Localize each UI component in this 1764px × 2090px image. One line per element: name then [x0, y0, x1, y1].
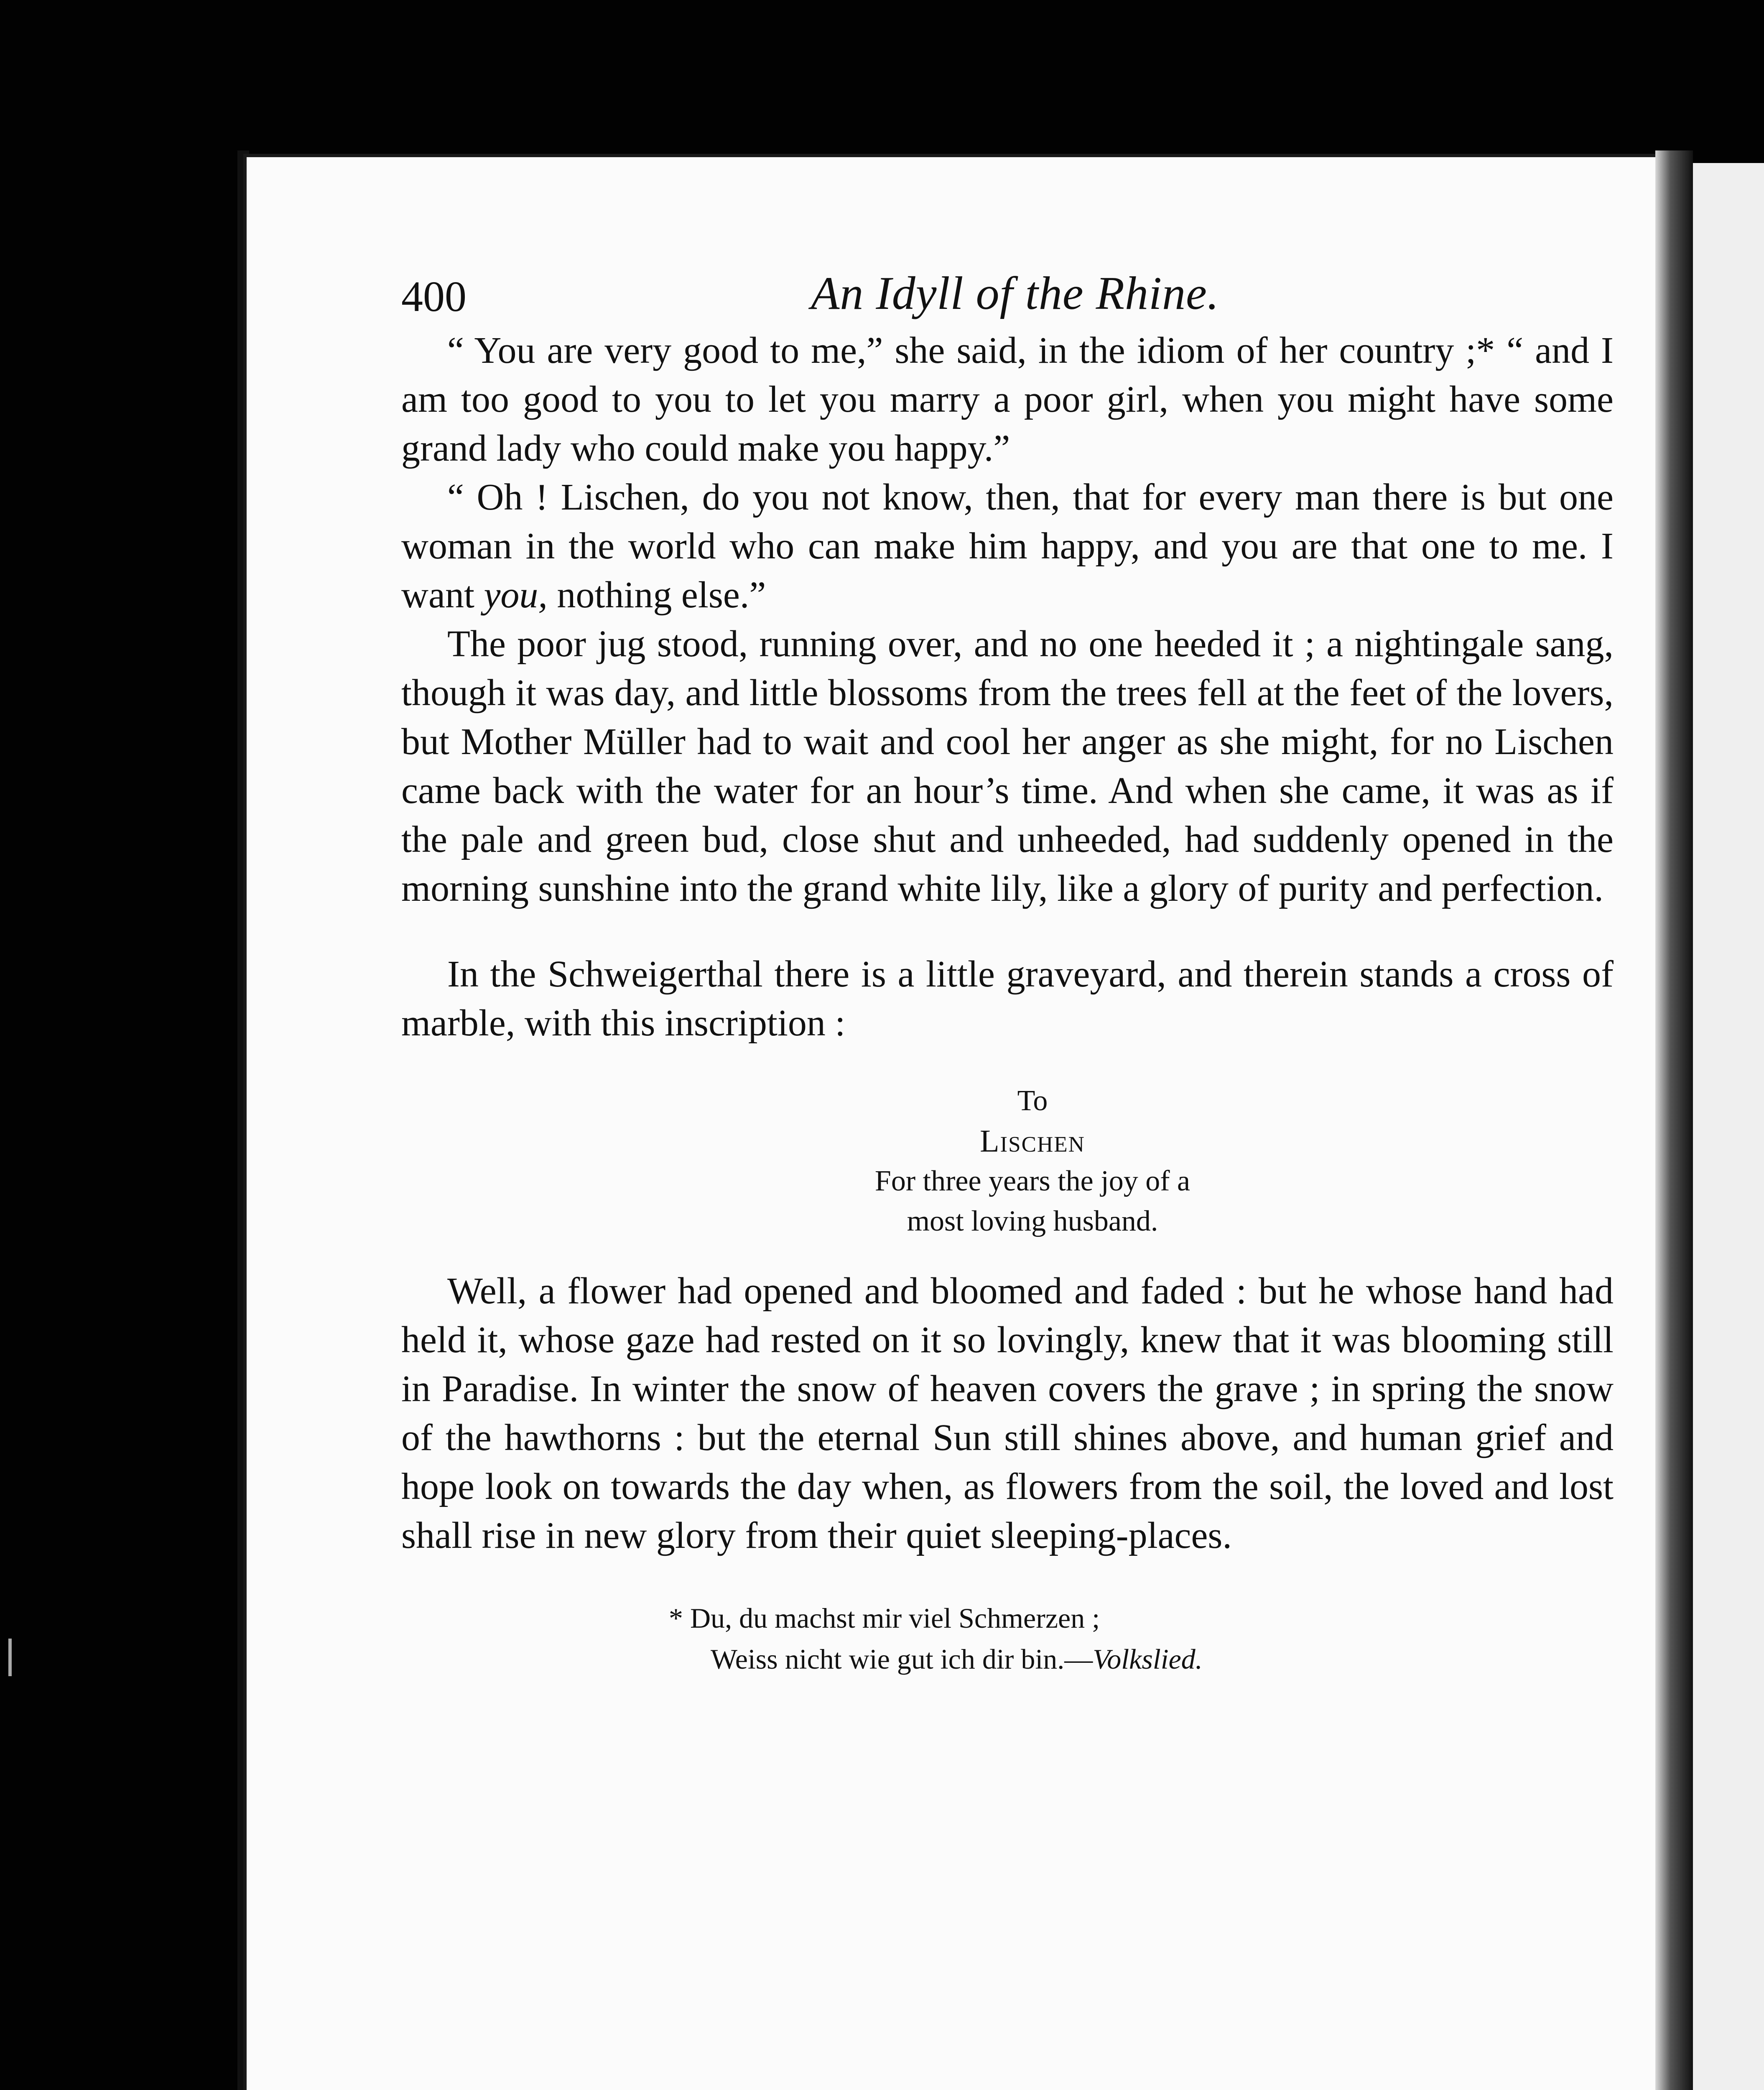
- footnote-line: * Du, du machst mir viel Schmerzen ;: [669, 1602, 1100, 1634]
- paragraph: The poor jug stood, running over, and no one heeded it ; a nightingale sang, though it was day, and little blossoms from the trees fell at the feet of the lovers, but Mother Müller had to wait and cool her anger as she might, for no Lischen came back with the water for an hour’s time. And when she came, it was as if the pale and green bud, close shut and unheeded, had suddenly opened in the morning sunshine into the grand white lily, like a glory of purity and perfection.: [401, 623, 1614, 909]
- page-content: [401, 255, 1614, 1680]
- paragraph: Well, a flower had opened and bloomed and faded : but he whose hand had held it, whose gaze had rested on it so lovingly, knew that it was blooming still in Paradise. In winter the snow of heaven covers the grave ; in spring the snow of the hawthorns : but the eternal Sun still shines above, and human grief and hope look on towards the day when, as flowers from the soil, the loved and lost shall rise in new glory from their quiet sleeping-places.: [401, 1270, 1614, 1556]
- inscription-line: most loving husband.: [907, 1205, 1158, 1237]
- paragraph: In the Schweigerthal there is a little graveyard, and therein stands a cross of marble, with this inscription :: [401, 953, 1614, 1044]
- footnote: [669, 1598, 1614, 1680]
- emphasis-text: you,: [484, 574, 548, 616]
- footnote-line: [669, 1639, 1614, 1680]
- inscription-name: Lischen: [980, 1124, 1085, 1159]
- inscription-line: To: [1017, 1085, 1048, 1117]
- next-page-edge: [1693, 163, 1764, 2090]
- section-break: [401, 913, 1614, 950]
- inscription-line: For three years the joy of a: [874, 1165, 1190, 1197]
- paragraph: [401, 473, 1614, 619]
- paragraph-text: nothing else.”: [547, 574, 766, 616]
- page-number: 400: [401, 273, 466, 321]
- footnote-source: Volkslied.: [1093, 1643, 1203, 1675]
- scan-artifact: [8, 1639, 12, 1676]
- page-gutter-shadow: [1655, 150, 1693, 2090]
- paragraph: “ You are very good to me,” she said, in the idiom of her country ;* “ and I am too good to you to let you marry a poor girl, when you might have some grand lady who could make you happy.”: [401, 330, 1614, 469]
- running-title: An Idyll of the Rhine.: [811, 268, 1219, 319]
- footnote-text: Weiss nicht wie gut ich dir bin.—: [711, 1643, 1093, 1675]
- paragraph-text: “ Oh ! Lischen, do you not know, then, that for every man there is but one woman in the world who can make him happy, and you are that one to me. I want: [401, 477, 1614, 616]
- epitaph-inscription: [401, 1081, 1304, 1241]
- running-head: [401, 255, 1614, 326]
